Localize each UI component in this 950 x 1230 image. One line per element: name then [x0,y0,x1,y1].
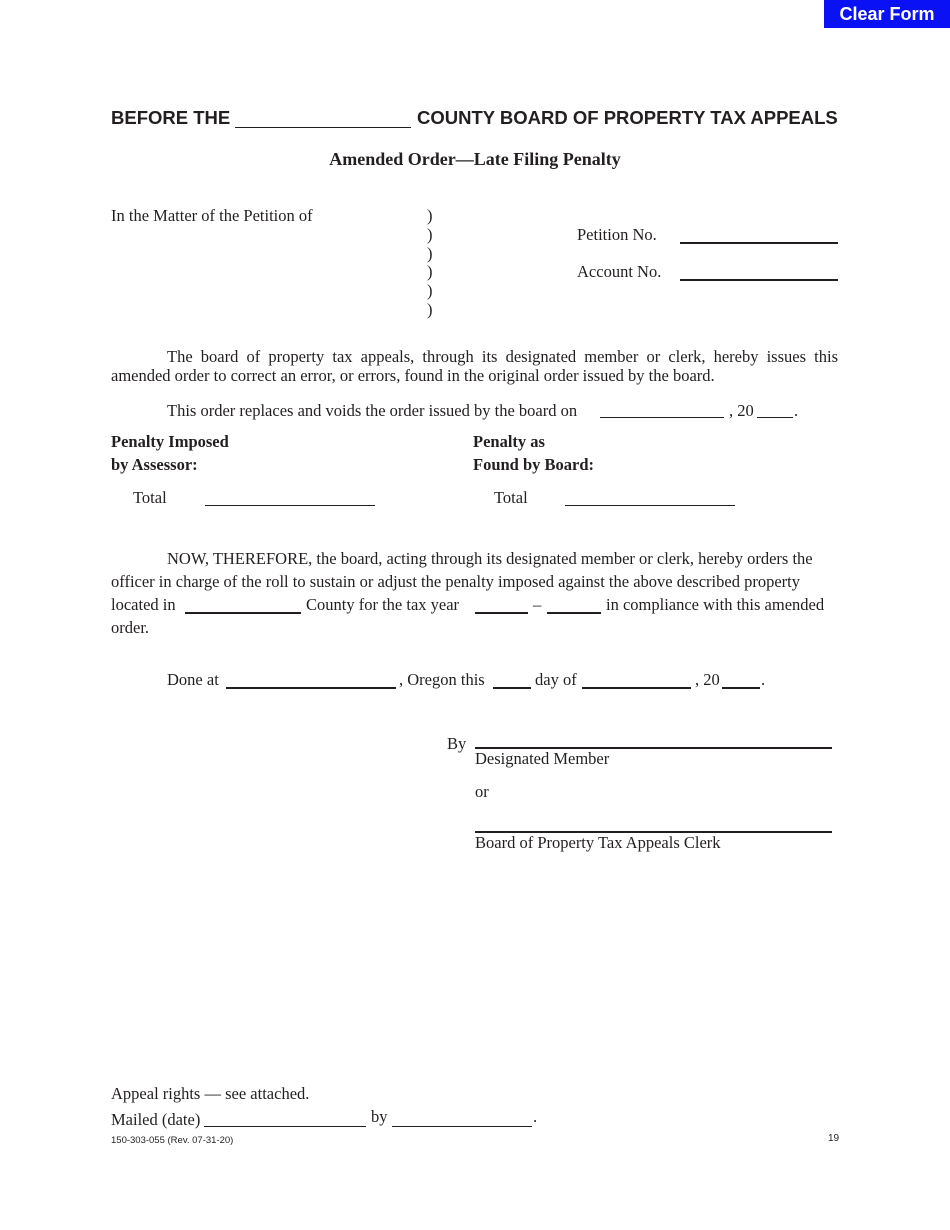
tax-year-end-input[interactable] [547,596,601,614]
assessor-total-input[interactable] [205,489,375,506]
board-heading-line1: Penalty as [473,432,545,451]
done-at-label: Done at [167,670,219,689]
done-month-input[interactable] [582,671,691,689]
paren-1: ) [427,206,433,225]
done-year-input[interactable] [722,671,760,689]
paren-4: ) [427,262,433,281]
page-title: Amended Order—Late Filing Penalty [329,149,621,169]
replaces-text: This order replaces and voids the order issued by the board on [167,401,578,420]
paren-3: ) [427,244,433,263]
done-day-input[interactable] [493,671,531,689]
tax-year-dash: – [533,595,542,614]
designated-member-label: Designated Member [475,749,610,768]
county-text: County for the tax year [306,595,460,614]
order-line1: NOW, THEREFORE, the board, acting through its designated member or clerk, hereby orders the [167,549,813,568]
appeal-rights-text: Appeal rights — see attached. [111,1084,310,1103]
mailed-label: Mailed (date) [111,1110,201,1129]
petition-number-label: Petition No. [577,225,657,244]
board-total-label: Total [494,488,528,507]
done-at-city-input[interactable] [226,671,396,689]
county-input[interactable] [185,596,301,614]
paren-5: ) [427,281,433,300]
order-line4: order. [111,618,150,637]
form-number: 150-303-055 (Rev. 07-31-20) [111,1135,234,1146]
clerk-label: Board of Property Tax Appeals Clerk [475,833,721,852]
order-line2: officer in charge of the roll to sustain or adjust the penalty imposed against the above described property [111,572,800,591]
replaces-period: . [794,401,799,420]
assessor-heading-line2: by Assessor: [111,455,198,474]
clerk-signature-input[interactable] [475,815,832,833]
paren-6: ) [427,300,433,319]
or-label: or [475,782,489,801]
replaces-year-prefix: , 20 [729,401,754,420]
board-total-input[interactable] [565,489,735,506]
original-order-date-input[interactable] [600,401,724,418]
petitioner-name-input[interactable] [111,230,415,319]
board-heading-line2: Found by Board: [473,455,595,474]
account-number-input[interactable] [680,263,838,281]
matter-label: In the Matter of the Petition of [111,206,313,225]
mailed-date-input[interactable] [204,1110,366,1127]
page-number: 19 [828,1133,840,1144]
header-prefix: BEFORE THE [111,107,231,128]
original-order-year-input[interactable] [757,401,793,418]
county-name-input[interactable] [235,111,411,128]
designated-member-signature-input[interactable] [475,731,832,749]
day-of-label: day of [535,670,577,689]
by-label: By [447,734,467,753]
petition-number-input[interactable] [680,226,838,244]
assessor-heading-line1: Penalty Imposed [111,432,229,451]
account-number-label: Account No. [577,262,662,281]
done-year-prefix: , 20 [695,670,720,689]
clear-form-button[interactable]: Clear Form [824,0,950,28]
assessor-total-label: Total [133,488,167,507]
intro-paragraph: The board of property tax appeals, through its designated member or clerk, hereby issues this amended order to correct an error, or errors, found in the original order issued by the board. [111,347,838,385]
compliance-text: in compliance with this amended [606,595,825,614]
paren-2: ) [427,225,433,244]
oregon-this-label: , Oregon this [399,670,485,689]
mailed-by-input[interactable] [392,1110,532,1127]
located-in-label: located in [111,595,176,614]
done-period: . [761,670,766,689]
header-suffix: COUNTY BOARD OF PROPERTY TAX APPEALS [417,107,838,128]
mailed-by-label: by [371,1107,388,1126]
tax-year-start-input[interactable] [475,596,528,614]
mailed-period: . [533,1107,538,1126]
